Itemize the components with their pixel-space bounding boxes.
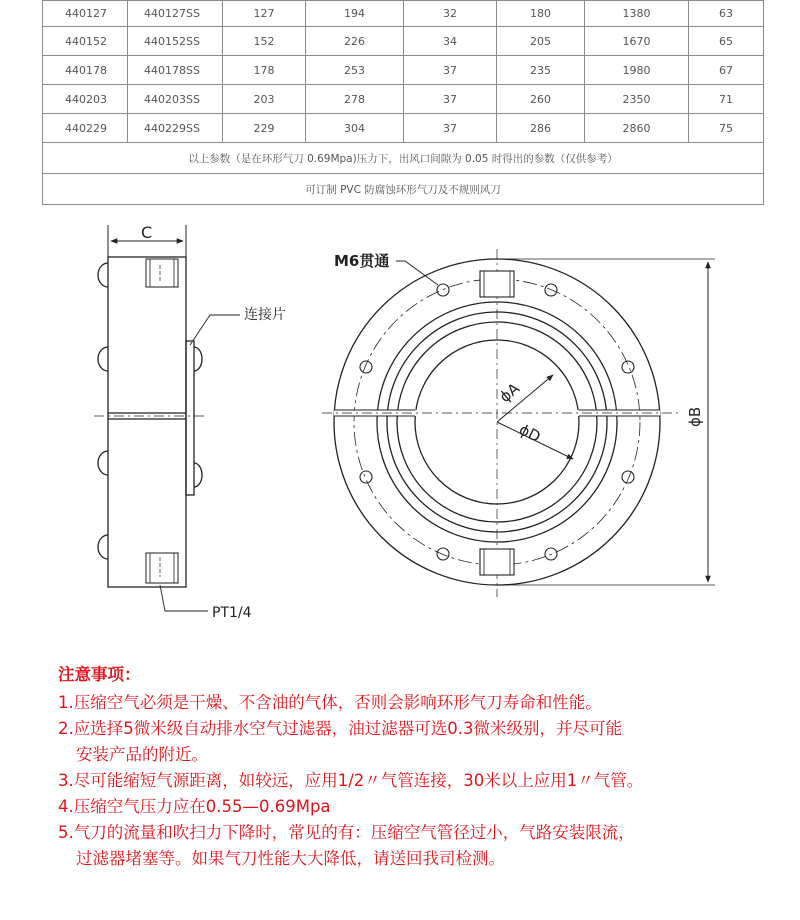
note-item-5: 5.气刀的流量和吹扫力下降时，常见的有：压缩空气管径过小，气路安装限流， (58, 823, 635, 842)
note-item-5-cont: 过滤器堵塞等。如果气刀性能大大降低，请送回我司检测。 (76, 849, 505, 868)
table-cell: 440127 (43, 1, 128, 27)
leader-connector (190, 315, 240, 345)
table-cell: 152 (223, 27, 306, 56)
table-cell: 34 (404, 27, 497, 56)
table-cell: 440203SS (128, 85, 223, 114)
connector-plate (186, 341, 194, 495)
notes-title: 注意事项： (58, 665, 141, 684)
note-item-1: 1.压缩空气必须是干燥、不含油的气体，否则会影响环形气刀寿命和性能。 (58, 693, 602, 712)
table-cell: 1670 (585, 27, 689, 56)
label-pt: PT1/4 (212, 605, 252, 621)
table-cell: 440152 (43, 27, 128, 56)
table-cell: 67 (689, 56, 764, 85)
port-top (480, 271, 514, 297)
table-cell: 37 (404, 114, 497, 143)
table-cell: 229 (223, 114, 306, 143)
leader-pt (160, 585, 208, 611)
table-cell: 286 (497, 114, 585, 143)
table-row (43, 114, 764, 143)
side-view (94, 225, 240, 611)
table-cell: 127 (223, 1, 306, 27)
table-cell: 63 (689, 1, 764, 27)
label-a: ϕA (496, 379, 524, 407)
label-c: C (141, 223, 153, 242)
table-cell: 194 (306, 1, 404, 27)
notes-section (58, 662, 788, 872)
note-item-2: 2.应选择5微米级自动排水空气过滤器，油过滤器可选0.3微米级别，并尽可能 (58, 719, 622, 738)
table-cell: 37 (404, 56, 497, 85)
table-cell: 235 (497, 56, 585, 85)
table-cell: 203 (223, 85, 306, 114)
table-note-row (43, 143, 764, 174)
table-cell: 205 (497, 27, 585, 56)
note-item-4: 4.压缩空气压力应在0.55—0.69Mpa (58, 797, 331, 816)
table-body (43, 1, 764, 143)
table-cell: 2350 (585, 85, 689, 114)
table-row (43, 1, 764, 27)
table-cell: 65 (689, 27, 764, 56)
table-cell: 71 (689, 85, 764, 114)
table-cell: 1980 (585, 56, 689, 85)
label-m6: M6贯通 (334, 252, 390, 270)
front-view (322, 249, 715, 597)
table-cell: 440229 (43, 114, 128, 143)
table-cell: 304 (306, 114, 404, 143)
table-cell: 440203 (43, 85, 128, 114)
label-d: ϕD (516, 420, 544, 446)
table-cell: 253 (306, 56, 404, 85)
table-cell: 1380 (585, 1, 689, 27)
table-cell: 32 (404, 1, 497, 27)
table-cell: 278 (306, 85, 404, 114)
table-note-custom: 可订制 PVC 防腐蚀环形气刀及不规则风刀 (43, 174, 764, 205)
table-cell: 226 (306, 27, 404, 56)
label-connector: 连接片 (244, 307, 286, 323)
side-body (108, 257, 186, 587)
table-cell: 260 (497, 85, 585, 114)
port-bottom (480, 549, 514, 575)
table-cell: 440229SS (128, 114, 223, 143)
table-cell: 440152SS (128, 27, 223, 56)
table-cell: 180 (497, 1, 585, 27)
spec-table (42, 0, 764, 205)
label-b: ϕB (686, 406, 704, 427)
table-row (43, 85, 764, 114)
note-item-3: 3.尽可能缩短气源距离，如较远，应用1/2〃气管连接，30米以上应用1〃气管。 (58, 771, 644, 790)
table-cell: 2860 (585, 114, 689, 143)
table-row (43, 56, 764, 85)
table-note-row (43, 174, 764, 205)
table-row (43, 27, 764, 56)
table-cell: 440178SS (128, 56, 223, 85)
table-cell: 75 (689, 114, 764, 143)
note-item-2-cont: 安装产品的附近。 (76, 745, 208, 764)
technical-drawing (0, 205, 800, 650)
table-cell: 178 (223, 56, 306, 85)
table-cell: 440127SS (128, 1, 223, 27)
table-cell: 440178 (43, 56, 128, 85)
table-note-pressure: 以上参数（是在环形气刀 0.69Mpa)压力下，出风口间隙为 0.05 时得出的参数（仅供参考） (43, 143, 764, 174)
table-cell: 37 (404, 85, 497, 114)
